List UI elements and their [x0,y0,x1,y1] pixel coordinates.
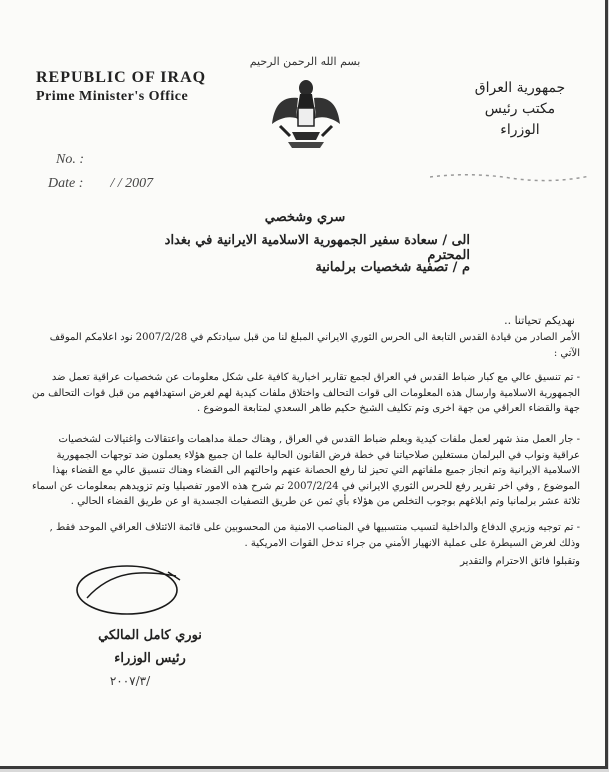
english-letterhead [36,69,206,105]
classification-label: سري وشخصي [264,210,346,225]
arabic-letterhead [465,78,575,141]
number-label: No. : [56,152,84,167]
letterhead-ar-office: مكتب رئيس الوزراء [484,101,556,138]
greeting-line: نهديكم تحياتنا .. [504,314,575,327]
recipient-line: الى / سعادة سفير الجمهورية الاسلامية الايرانية في بغداد المحترم [164,233,470,263]
body-paragraph: - تم توجيه وزيري الدفاع والداخلية لتسيب منتسبيها في المناصب الامنية من المحسوبين على قائمة الائتلاف العراقي الموحد فقط , وذلك لغرض السيطرة على عملية الانهيار الأمني من جراء تدخل القوات الامريكية . [49,522,580,549]
body-paragraph: - تم تنسيق عالي مع كبار ضباط القدس في العراق لجمع تقارير اخبارية كافية على شكل معلومات عن شخصيات عراقية تعمل ضد الجمهورية الاسلامية وارسال هذه المعلومات الى قوات التحالف واختلاق ملفات كيدية لهم لغرض استهدافهم من قبل قوات التحالف من جهة والقضاء العراقي من جهة اخرى وتم تكليف الشيخ حكيم طاهر السعدي لمتابعة الموضوع . [32,372,580,414]
letterhead-ar-country: جمهورية العراق [474,80,566,96]
signature-date: ٢٠٠٧/٣/ [109,674,151,688]
signatory-name: نوري كامل المالكي [98,628,202,643]
date-line [48,176,153,192]
iraq-eagle-emblem-icon [270,78,342,154]
letterhead-country: REPUBLIC OF IRAQ [36,69,207,86]
subject-line: م / تصفية شخصيات برلمانية [315,260,470,275]
handwritten-signature [72,560,182,618]
closing-line: وتقبلوا فائق الاحترام والتقدير [460,556,580,567]
body-paragraph: - جار العمل منذ شهر لعمل ملفات كيدية وبعلم ضباط القدس في العراق , وهناك حملة مداهمات واعتقالات واغتيالات لشخصيات عراقية ونواب في البرلمان مستغلين صلاحياتنا في خطة فرض القانون الحالية علما ان جميع هؤلاء يعملون ضد توجهات الجمهورية الاسلامية الايرانية وتم انجاز جميع ملفاتهم التي تحيز لنا رفع الحصانة عنهم واحالتهم الى القضاء وهناك تنسيق عالي مع القضاء بهذا الموضوع , وفي اخر تقرير رفع للحرس الثوري الايراني في 2007/2/24 تم شرح هذه الامور تفصيليا وتم تزويدهم بمعلومات عن اسماء ثلاثة عشر برلمانيا وتم ابلاغهم بوجوب التخلص من هؤلاء بأي ثمن عن طريق التصفيات الجسدية او عن طريق القضاء الحالي . [31,434,580,507]
signatory-title: رئيس الوزراء [114,651,186,666]
basmala-text: بسم الله الرحمن الرحيم [249,55,361,68]
scan-smudge [430,170,590,184]
letterhead-office: Prime Minister's Office [36,89,189,104]
date-value: / / 2007 [110,176,154,191]
body-paragraph: الأمر الصادر من قيادة القدس التابعة الى الحرس الثوري الايراني المبلغ لنا من قبل سيادتكم في 2007/2/28 نود اعلامكم الموقف الآتي : [49,332,580,359]
date-label: Date : [48,176,84,191]
